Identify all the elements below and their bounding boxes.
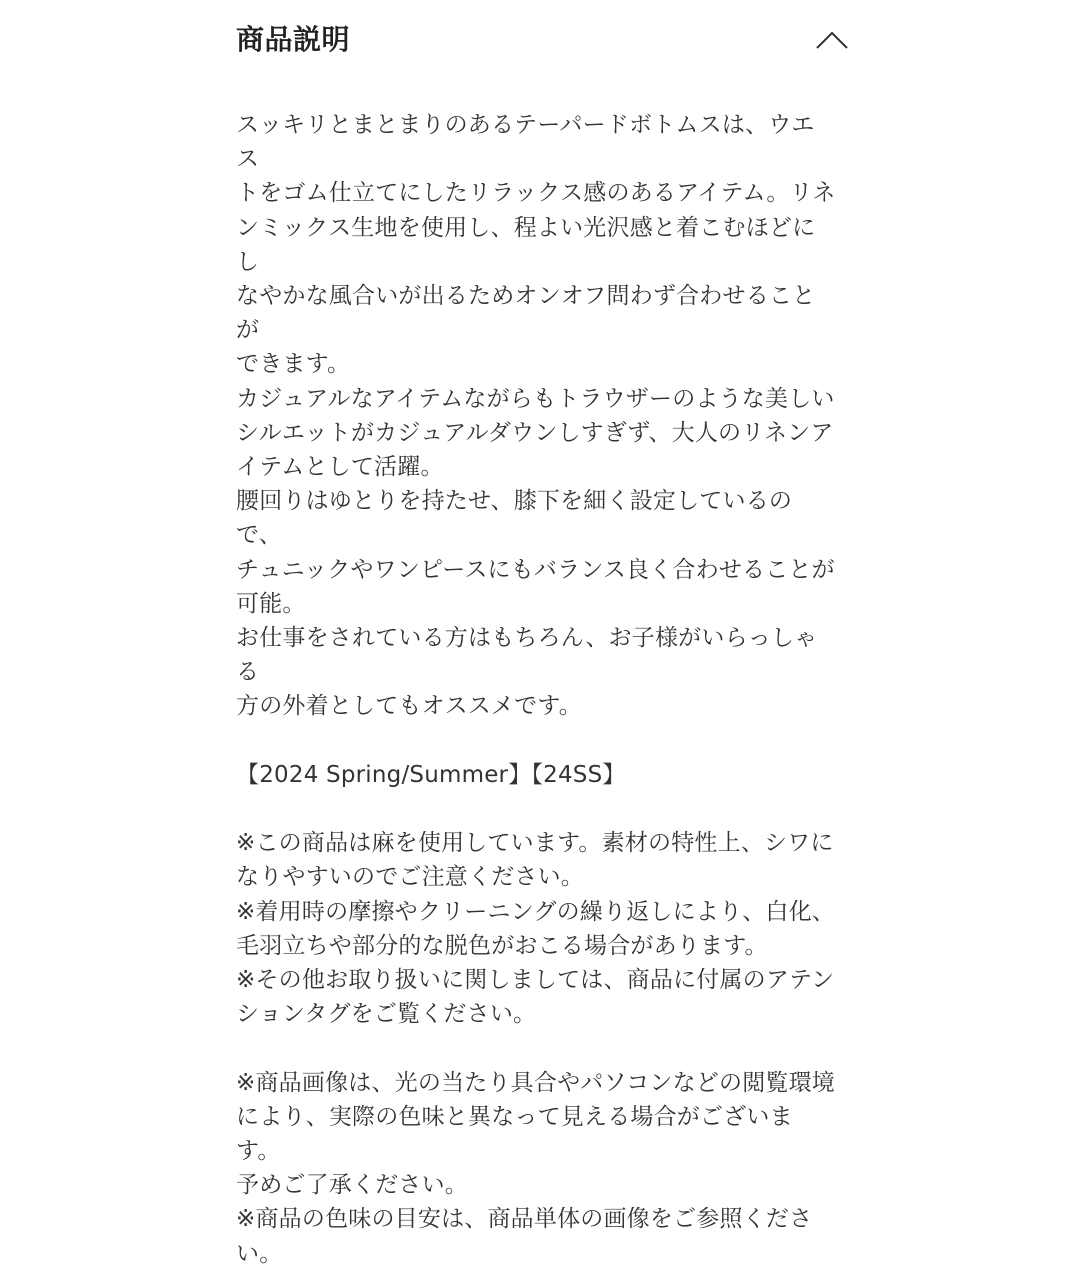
care-note-line: ションタグをご覧ください。 [236,1001,537,1028]
product-description-header[interactable] [236,18,854,62]
care-note-line: 毛羽立ちや部分的な脱色がおこる場合があります。 [236,932,768,959]
description-line: なやかな風合いが出るためオンオフ問わず合わせることが [236,283,816,344]
image-note-line: により、実際の色味と異なって見える場合がございます。 [236,1103,793,1165]
description-line: イテムとして活躍。 [236,454,444,481]
paragraph-spacer [236,792,836,826]
chevron-up-icon [815,30,849,50]
section-title: 商品説明 [236,23,351,56]
description-line: お仕事をされている方はもちろん、お子様がいらっしゃる [236,625,818,686]
image-note-line: い。 [236,1240,283,1267]
care-note-line: ※この商品は麻を使用しています。素材の特性上、シワに [236,830,834,857]
description-line: 方の外着としてもオススメです。 [236,693,582,720]
image-note-line: 予めご了承ください。 [236,1172,468,1199]
description-line: できます。 [236,351,351,378]
description-line: シルエットがカジュアルダウンしすぎず、大人のリネンア [236,419,834,446]
paragraph-spacer [236,724,836,758]
description-line: ンミックス生地を使用し、程よい光沢感と着こむほどにし [236,214,816,275]
description-line: スッキリとまとまりのあるテーパードボトムスは、ウエス [236,112,815,173]
image-note-line: ※商品画像は、光の当たり具合やパソコンなどの閲覧環境 [236,1069,836,1096]
description-line: カジュアルなアイテムながらもトラウザーのような美しい [236,385,835,412]
description-line: 腰回りはゆとりを持たせ、膝下を細く設定しているので、 [236,488,793,549]
description-line: 可能。 [236,590,306,617]
collapse-toggle-button[interactable] [810,18,854,62]
season-tag: 【2024 Spring/Summer】【24SS】 [236,761,626,788]
paragraph-spacer [236,1031,836,1065]
product-description-body [236,108,836,1271]
care-note-line: なりやすいのでご注意ください。 [236,864,584,891]
care-note-line: ※その他お取り扱いに関しましては、商品に付属のアテン [236,967,835,994]
care-note-line: ※着用時の摩擦やクリーニングの繰り返しにより、白化、 [236,898,836,925]
description-line: トをゴム仕立てにしたリラックス感のあるアイテム。リネ [236,180,836,207]
image-note-line: ※商品の色味の目安は、商品単体の画像をご参照くださ [236,1206,813,1233]
description-line: チュニックやワンピースにもバランス良く合わせることが [236,556,835,583]
